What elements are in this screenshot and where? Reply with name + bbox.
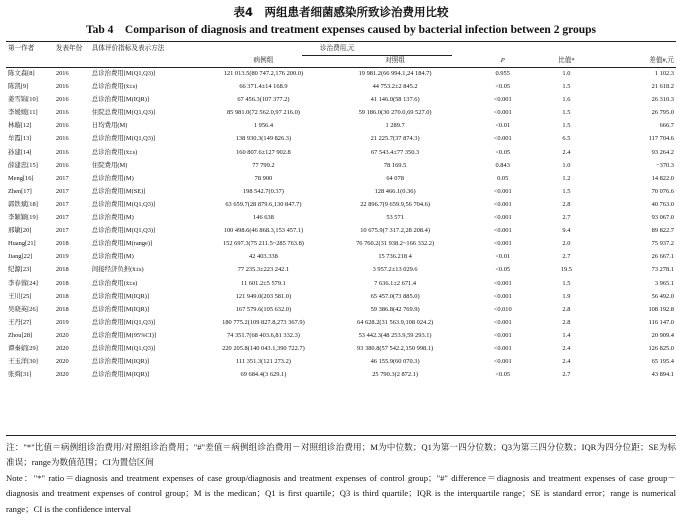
table-row: [6, 368, 676, 381]
cell-year: 2019: [55, 318, 69, 326]
cell-ratio: 2.7: [562, 214, 571, 222]
cell-indicator: 总诊治费用(x̄±s): [91, 83, 138, 91]
cell-indicator: 间接经济负担(x̄±s): [91, 266, 144, 274]
cell-p: <0.001: [493, 331, 512, 339]
cell-case: 138 930.3(149 826.3): [235, 135, 292, 143]
cell-p: <0.001: [493, 240, 512, 248]
cell-diff: 93 067.0: [651, 214, 674, 222]
table-row: [6, 159, 676, 172]
cell-diff: 3 965.1: [654, 279, 674, 287]
cell-p: <0.001: [493, 187, 512, 195]
cell-indicator: 总诊治费用[M(Q1,Q3)]: [91, 200, 156, 208]
cell-year: 2016: [55, 122, 69, 130]
cell-case: 67 456.3(107 377.2): [237, 96, 290, 104]
cell-indicator: 总诊治费用[M(IQR)]: [91, 371, 149, 379]
cell-author: Huang[21]: [8, 240, 36, 248]
expense-table: [6, 43, 676, 381]
cell-p: <0.001: [493, 344, 512, 352]
cell-diff: 93 264.2: [651, 148, 674, 156]
table-row: [6, 132, 676, 145]
cell-year: 2017: [55, 187, 69, 195]
cell-year: 2016: [55, 135, 69, 143]
table-row: [6, 342, 676, 355]
cell-year: 2017: [55, 174, 69, 182]
cell-diff: 75 937.2: [651, 240, 674, 248]
cell-case: 77 799.2: [252, 161, 275, 169]
cell-diff: 65 195.4: [651, 358, 674, 366]
cell-indicator: 总诊治费用[M(IQR)]: [91, 96, 149, 104]
cell-author: 张舜[31]: [8, 371, 32, 379]
cell-author: 牟霞[13]: [8, 135, 32, 143]
cell-control: 64 078: [386, 174, 404, 182]
cell-diff: 26 310.3: [651, 96, 674, 104]
cell-indicator: 总诊治费用[M(IQR)]: [91, 292, 149, 300]
cell-year: 2018: [55, 279, 69, 287]
cell-diff: 70 076.6: [651, 187, 674, 195]
cell-indicator: 总诊治费用(x̄±s): [91, 279, 138, 287]
cell-diff: 14 822.0: [651, 174, 674, 182]
cell-author: 薛建忠[15]: [8, 161, 38, 169]
table-row: [6, 250, 676, 263]
cell-ratio: 1.9: [562, 292, 571, 300]
cell-ratio: 9.4: [562, 227, 571, 235]
table-row: [6, 211, 676, 224]
cell-author: 郭铁斌[18]: [8, 200, 38, 208]
table-row: [6, 172, 676, 185]
cell-case: 100 498.6(46 868.3,153 457.1): [223, 227, 304, 235]
cell-control: 3 957.2±13 029.6: [372, 266, 418, 274]
cell-control: 41 146.0(58 137.6): [370, 96, 420, 104]
cell-diff: −370.3: [656, 161, 674, 169]
header-p: P: [500, 57, 505, 64]
cell-indicator: 总诊治费用[M(range)]: [91, 240, 153, 248]
cell-case: 167 579.6(105 632.0): [235, 305, 292, 313]
cell-diff: 666.7: [659, 122, 674, 130]
cell-p: <0.001: [493, 358, 512, 366]
cell-control: 22 896.7(9 659.9,56 704.6): [360, 200, 430, 208]
cell-case: 78 900: [254, 174, 273, 182]
cell-author: 纪源[23]: [8, 266, 32, 274]
table-row: [6, 146, 676, 159]
cell-indicator: 住院费用(M): [91, 161, 128, 169]
cell-year: 2020: [55, 371, 69, 379]
table-row: [6, 277, 676, 290]
cell-case: 1 956.4: [253, 122, 274, 130]
cell-control: 93 380.8(57 542.2,150 998.1): [357, 344, 434, 352]
cell-p: <0.001: [493, 279, 512, 287]
cell-diff: 21 618.2: [651, 83, 674, 91]
cell-p: <0.001: [493, 96, 512, 104]
cell-control: 128 466.1(0.36): [374, 187, 416, 195]
cell-case: 198 542.7(0.37): [242, 187, 284, 195]
cell-ratio: 2.8: [562, 200, 571, 208]
cell-indicator: 总诊治费用[M(Q1,Q3)]: [91, 70, 156, 77]
cell-ratio: 1.0: [562, 161, 571, 169]
cell-control: 15 736.218 4: [378, 253, 412, 261]
cell-ratio: 1.2: [562, 174, 571, 182]
cell-diff: 126 825.0: [648, 344, 674, 352]
table-row: [6, 329, 676, 342]
cell-author: 陈文森[8]: [8, 70, 35, 77]
header-case: 病例组: [253, 57, 274, 64]
cell-author: 林璇[12]: [8, 122, 32, 130]
cell-p: <0.001: [493, 135, 512, 143]
cell-author: 李颖颖[19]: [8, 214, 38, 222]
cell-indicator: 总诊治费用[M(SE)]: [91, 187, 146, 195]
cell-ratio: 2.8: [562, 318, 571, 326]
cell-control: 19 981.2(66 994.1,24 184.7): [358, 70, 432, 77]
cell-year: 2016: [55, 161, 69, 169]
cell-control: 53 442.3(48 253.9,59 293.1): [358, 331, 432, 339]
cell-year: 2018: [55, 240, 69, 248]
cell-case: 11 601.2±5 579.1: [241, 279, 286, 287]
cell-diff: 73 278.1: [651, 266, 674, 274]
cell-diff: 89 822.7: [651, 227, 674, 235]
cell-author: 邢敏[20]: [8, 227, 32, 235]
cell-case: 66 371.4±14 168.9: [239, 83, 288, 91]
header-rule: [6, 67, 676, 68]
cell-p: <0.05: [495, 371, 511, 379]
cell-case: 146 638: [253, 214, 274, 222]
cell-control: 10 675.9(7 317.2,28 208.4): [360, 227, 430, 235]
cell-control: 46 155.9(60 070.3): [370, 358, 420, 366]
cell-ratio: 19.5: [560, 266, 572, 274]
cell-control: 59 186.0(30 270.0,69 527.0): [358, 109, 432, 117]
cell-indicator: 总诊治费用(x̄±s): [91, 148, 138, 156]
cell-p: <0.001: [493, 227, 512, 235]
cell-author: Jiang[22]: [8, 253, 33, 261]
cell-year: 2017: [55, 200, 69, 208]
cell-p: <0.001: [493, 318, 512, 326]
cell-indicator: 总诊治费用[M(95%CI)]: [91, 331, 157, 339]
cell-author: 谭秦娟[29]: [8, 344, 38, 352]
cell-year: 2018: [55, 292, 69, 300]
cell-case: 85 981.0(72 562.0,97 216.0): [226, 109, 300, 117]
cell-author: 李春蓉[24]: [8, 279, 38, 287]
cell-year: 2016: [55, 109, 69, 117]
cell-case: 180 775.2(109 827.8,273 367.9): [222, 318, 305, 326]
cell-control: 44 753.2±2 845.2: [372, 83, 418, 91]
cell-case: 160 807.6±127 902.8: [236, 148, 291, 156]
table-row: [6, 303, 676, 316]
bottom-rule: [6, 435, 676, 436]
cell-p: <0.05: [495, 266, 511, 274]
cell-diff: 40 763.0: [651, 200, 674, 208]
cell-author: 李媛媛[11]: [8, 109, 38, 117]
cell-year: 2020: [55, 358, 69, 366]
cell-indicator: 总诊治费用[M(IQR)]: [91, 305, 149, 313]
cell-control: 65 457.0(73 885.0): [370, 292, 420, 300]
cell-ratio: 2.7: [562, 253, 571, 261]
cell-ratio: 1.6: [562, 96, 571, 104]
table-notes: [6, 440, 676, 517]
cell-control: 7 636.1±2 671.4: [374, 279, 417, 287]
cell-diff: 26 667.1: [651, 253, 674, 261]
header-cost-group: 诊治费用,元: [319, 45, 355, 52]
cell-p: <0.010: [493, 305, 512, 313]
table-row: [6, 316, 676, 329]
cell-ratio: 1.4: [562, 331, 571, 339]
table-row: [6, 290, 676, 303]
subheader-rule: [302, 55, 452, 56]
cell-p: <0.05: [495, 148, 511, 156]
table-row: [6, 224, 676, 237]
table-row: [6, 80, 676, 93]
cell-case: 42 403.338: [249, 253, 278, 261]
cell-control: 76 760.2(31 938.2~166 332.2): [356, 240, 435, 248]
cell-p: 0.05: [497, 174, 509, 182]
cell-diff: 56 492.0: [651, 292, 674, 300]
header-year: 发表年份: [55, 45, 83, 52]
table-title-cn: 表4 两组患者细菌感染所致诊治费用比较: [233, 5, 449, 19]
cell-indicator: 总诊治费用[M(IQR)]: [91, 358, 149, 366]
cell-author: 陈凯[9]: [8, 83, 29, 91]
header-ratio: 比值*: [558, 57, 575, 64]
cell-case: 111 351.3(121 273.2): [235, 358, 291, 366]
table-row: [6, 67, 676, 80]
cell-indicator: 日均费用(M): [91, 122, 128, 130]
cell-control: 21 225.7(37 874.3): [370, 135, 420, 143]
cell-case: 69 684.4(3 629.1): [240, 371, 287, 379]
cell-author: 王丹[27]: [8, 318, 32, 326]
cell-p: <0.01: [495, 122, 511, 130]
cell-case: 121 013.5(80 747.2,176 200.0): [223, 70, 304, 77]
cell-author: Zhen[17]: [8, 187, 32, 195]
note-en: Note："*" ratio＝diagnosis and treatment expenses of case group/diagnosis and treatment expenses of control group；"#" difference＝diagnosis and treatment expenses of case group－diagnosis and treatment expenses of control group；M is the medican；Q1 is first quartile；Q3 is third quartile；IQR is the interquartile range；SE is standard error；range is numerical range；CI is the confidence interval: [6, 472, 676, 514]
cell-ratio: 6.5: [562, 135, 571, 143]
cell-ratio: 1.5: [562, 187, 571, 195]
cell-case: 63 659.7(28 879.6,130 847.7): [225, 200, 302, 208]
header-author: 第一作者: [8, 45, 35, 52]
cell-indicator: 总诊治费用[M(Q1,Q3)]: [91, 227, 156, 235]
cell-control: 1 289.7: [385, 122, 405, 130]
cell-p: <0.05: [495, 83, 511, 91]
cell-p: <0.001: [493, 292, 512, 300]
cell-year: 2016: [55, 148, 69, 156]
cell-indicator: 总诊治费用[M(Q1,Q3)]: [91, 318, 156, 326]
cell-year: 2017: [55, 227, 69, 235]
table-row: [6, 237, 676, 250]
cell-case: 152 697.3(75 211.5~285 763.8): [222, 240, 304, 248]
header-control: 对照组: [385, 57, 405, 64]
cell-author: 姜雪锦[10]: [8, 96, 38, 104]
cell-ratio: 1.5: [562, 109, 571, 117]
cell-diff: 1 102.3: [654, 70, 674, 77]
cell-ratio: 2.4: [562, 344, 571, 352]
cell-year: 2018: [55, 305, 69, 313]
cell-diff: 116 147.0: [648, 318, 674, 326]
cell-p: 0.955: [495, 70, 510, 77]
cell-indicator: 总诊治费用[M(Q1,Q3)]: [91, 135, 156, 143]
cell-year: 2016: [55, 70, 69, 77]
cell-p: <0.001: [493, 109, 512, 117]
top-rule: [6, 41, 676, 42]
cell-p: <0.001: [493, 200, 512, 208]
cell-ratio: 1.0: [562, 70, 571, 77]
table-row: [6, 198, 676, 211]
table-row: [6, 185, 676, 198]
cell-case: 74 351.7(68 403.6,81 332.3): [226, 331, 300, 339]
cell-ratio: 2.4: [562, 358, 571, 366]
table-row: [6, 263, 676, 276]
cell-control: 25 790.3(2 872.1): [372, 371, 418, 379]
cell-author: 王川[25]: [8, 292, 32, 300]
cell-indicator: 住院总费用[M(Q1,Q3)]: [91, 109, 156, 117]
cell-control: 64 628.2(31 563.9,108 024.2): [357, 318, 434, 326]
table-row: [6, 106, 676, 119]
cell-diff: 26 795.0: [651, 109, 674, 117]
cell-diff: 43 894.1: [651, 371, 674, 379]
cell-year: 2018: [55, 266, 69, 274]
cell-year: 2017: [55, 214, 69, 222]
cell-control: 78 169.5: [383, 161, 407, 169]
cell-ratio: 2.8: [562, 305, 571, 313]
cell-control: 67 543.4±77 350.3: [370, 148, 420, 156]
cell-author: Meng[16]: [8, 174, 34, 182]
cell-p: <0.001: [493, 214, 512, 222]
cell-case: 121 949.0(203 581.0): [235, 292, 292, 300]
cell-author: 孙建[14]: [8, 148, 32, 156]
note-cn: 注："*"比值＝病例组诊治费用/对照组诊治费用；"#"差值＝病例组诊治费用－对照组诊治费用；M为中位数；Q1为第一四分位数；Q3为第三四分位数；IQR为四分位距；SE为标准误；range为数值范围；CI为置信区间: [6, 442, 676, 468]
cell-ratio: 2.4: [562, 148, 571, 156]
cell-p: 0.843: [495, 161, 510, 169]
cell-ratio: 2.7: [562, 371, 571, 379]
table-row: [6, 119, 676, 132]
cell-indicator: 总诊治费用(M): [91, 174, 134, 182]
cell-year: 2020: [55, 344, 69, 352]
cell-ratio: 1.5: [562, 279, 571, 287]
cell-diff: 20 909.4: [651, 331, 674, 339]
cell-indicator: 总诊治费用[M(Q1,Q3)]: [91, 344, 156, 352]
cell-control: 59 386.8(42 769.9): [370, 305, 420, 313]
cell-diff: 108 192.8: [648, 305, 674, 313]
cell-p: <0.01: [495, 253, 511, 261]
cell-author: Zhou[28]: [8, 331, 33, 339]
cell-year: 2019: [55, 253, 69, 261]
cell-year: 2016: [55, 96, 69, 104]
cell-indicator: 总诊治费用(M): [91, 253, 134, 261]
cell-year: 2020: [55, 331, 69, 339]
cell-author: 吴晓英[26]: [8, 305, 38, 313]
cell-diff: 117 704.6: [648, 135, 674, 143]
cell-ratio: 2.0: [562, 240, 571, 248]
cell-control: 53 571: [386, 214, 404, 222]
header-diff: 差值#,元: [649, 57, 674, 64]
table-row: [6, 355, 676, 368]
header-indicator: 具体评价指标及表示方法: [91, 45, 165, 52]
cell-case: 220 205.8(140 043.1,390 722.7): [222, 344, 305, 352]
cell-author: 王玉洋[30]: [8, 358, 38, 366]
cell-year: 2016: [55, 83, 69, 91]
cell-indicator: 总诊治费用(M): [91, 214, 134, 222]
cell-ratio: 1.5: [562, 83, 571, 91]
cell-ratio: 1.5: [562, 122, 571, 130]
cell-case: 77 235.3±223 242.1: [237, 266, 290, 274]
table-row: [6, 93, 676, 106]
table-title-en: Tab 4 Comparison of diagnosis and treatment expenses caused by bacterial infection between 2 groups: [86, 24, 596, 36]
